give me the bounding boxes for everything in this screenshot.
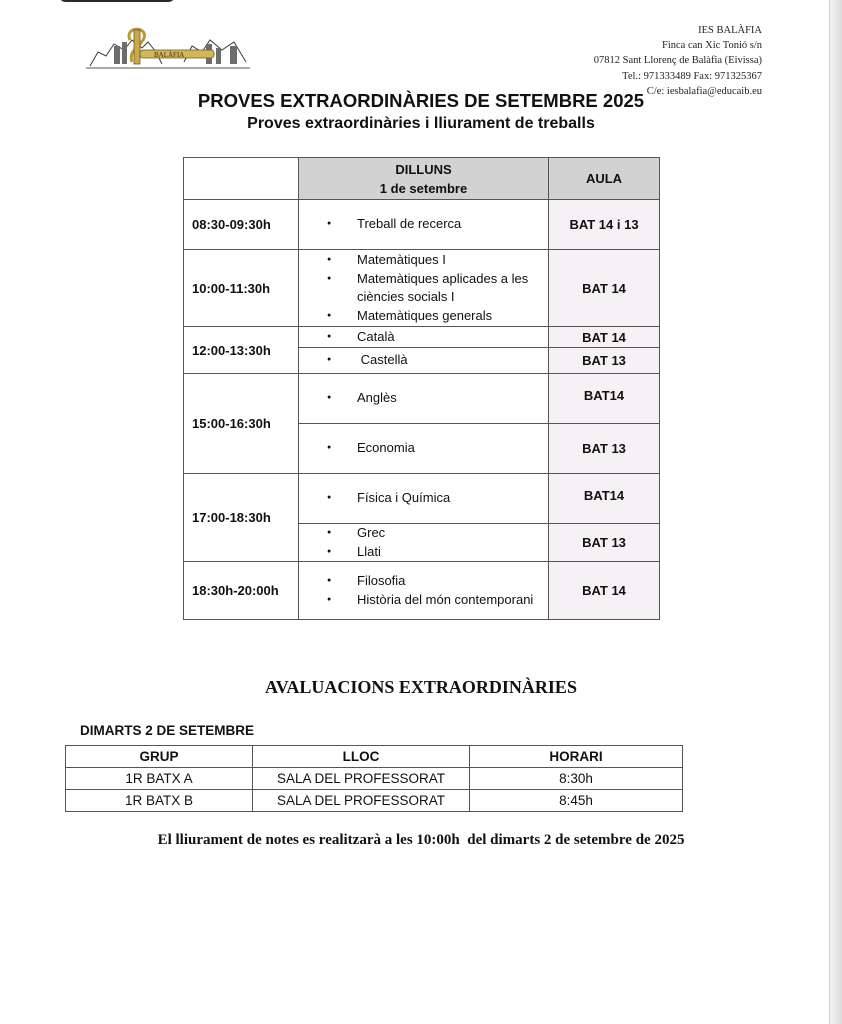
column-header-time: HORARI bbox=[470, 746, 683, 768]
table-header-room: AULA bbox=[549, 158, 660, 200]
evaluations-table bbox=[65, 745, 683, 812]
slot-room: BAT 14 bbox=[549, 327, 660, 348]
subject-item: ● Matemàtiques aplicades a les ciències socials I bbox=[327, 270, 548, 307]
slot-time: 15:00-16:30h bbox=[184, 374, 299, 474]
subject-item: ● Català bbox=[327, 328, 548, 347]
slot-room: BAT 13 bbox=[549, 524, 660, 562]
school-phone: Tel.: 971333489 Fax: 971325367 bbox=[622, 70, 762, 82]
evaluations-day: DIMARTS 2 DE SETEMBRE bbox=[80, 723, 255, 738]
subject-item: ● Física i Química bbox=[327, 489, 548, 508]
subject-item: ● Filosofia bbox=[327, 572, 548, 591]
table-header-day bbox=[299, 158, 549, 200]
slot-time: 12:00-13:30h bbox=[184, 327, 299, 374]
subject-item: ● Grec bbox=[327, 524, 548, 543]
cell-time: 8:30h bbox=[470, 768, 683, 790]
cell-time: 8:45h bbox=[470, 790, 683, 812]
table-row bbox=[66, 768, 683, 790]
exam-schedule-table bbox=[183, 157, 660, 620]
grades-delivery-note: El lliurament de notes es realitzarà a les 10:00h del dimarts 2 de setembre de 2025 bbox=[157, 832, 685, 848]
page-subtitle: Proves extraordinàries i lliurament de treballs bbox=[247, 115, 595, 132]
table-row bbox=[184, 327, 660, 348]
slot-room: BAT 14 i 13 bbox=[549, 200, 660, 250]
table-header-blank bbox=[184, 158, 299, 200]
cell-place: SALA DEL PROFESSORAT bbox=[253, 790, 470, 812]
slot-room: BAT 14 bbox=[549, 250, 660, 327]
slot-room: BAT 14 bbox=[549, 562, 660, 620]
table-row bbox=[184, 474, 660, 524]
school-address-block bbox=[594, 23, 762, 99]
subject-item: ● Matemàtiques generals bbox=[327, 307, 548, 326]
slot-time: 18:30h-20:00h bbox=[184, 562, 299, 620]
subject-item: ● Matemàtiques I bbox=[327, 251, 548, 270]
subject-item: ● Anglès bbox=[327, 389, 548, 408]
slot-subjects bbox=[299, 250, 549, 327]
slot-room: BAT14 bbox=[549, 374, 660, 424]
slot-time: 10:00-11:30h bbox=[184, 250, 299, 327]
cell-group: 1R BATX A bbox=[66, 768, 253, 790]
table-header-row bbox=[66, 746, 683, 768]
scrollbar[interactable] bbox=[829, 0, 842, 1024]
slot-subjects bbox=[299, 562, 549, 620]
logo-lettering: BALÀFIA bbox=[154, 51, 185, 59]
subject-item: ● Economia bbox=[327, 439, 548, 458]
slot-subjects bbox=[299, 327, 549, 348]
table-row bbox=[184, 250, 660, 327]
subject-item: ● Treball de recerca bbox=[327, 215, 548, 234]
column-header-place: LLOC bbox=[253, 746, 470, 768]
window-tab-edge bbox=[58, 0, 176, 2]
table-row bbox=[184, 374, 660, 424]
evaluations-title: AVALUACIONS EXTRAORDINÀRIES bbox=[265, 677, 577, 697]
school-logo bbox=[84, 22, 252, 74]
page-title: PROVES EXTRAORDINÀRIES DE SETEMBRE 2025 bbox=[197, 90, 645, 111]
slot-time: 17:00-18:30h bbox=[184, 474, 299, 562]
slot-subjects bbox=[299, 474, 549, 524]
subject-item: ● Castellà bbox=[327, 351, 548, 370]
slot-time: 08:30-09:30h bbox=[184, 200, 299, 250]
day-date: 1 de setembre bbox=[379, 180, 468, 196]
cell-group: 1R BATX B bbox=[66, 790, 253, 812]
column-header-group: GRUP bbox=[66, 746, 253, 768]
school-email: C/e: iesbalafia@educaib.eu bbox=[646, 85, 762, 97]
subject-item: ● Història del món contemporani bbox=[327, 591, 548, 610]
day-name: DILLUNS bbox=[395, 161, 452, 177]
slot-room: BAT14 bbox=[549, 474, 660, 524]
table-row bbox=[184, 562, 660, 620]
school-address-line: Finca can Xic Tonió s/n bbox=[662, 40, 762, 52]
school-address-line: 07812 Sant Llorenç de Balàfia (Eivissa) bbox=[593, 55, 762, 67]
subject-item: ● Llati bbox=[327, 543, 548, 562]
slot-room: BAT 13 bbox=[549, 424, 660, 474]
slot-room: BAT 13 bbox=[549, 348, 660, 374]
slot-subjects bbox=[299, 374, 549, 424]
slot-subjects bbox=[299, 200, 549, 250]
cell-place: SALA DEL PROFESSORAT bbox=[253, 768, 470, 790]
table-row bbox=[184, 200, 660, 250]
table-row bbox=[66, 790, 683, 812]
school-name: IES BALÀFIA bbox=[698, 25, 762, 36]
slot-subjects bbox=[299, 424, 549, 474]
slot-subjects bbox=[299, 524, 549, 562]
slot-subjects bbox=[299, 348, 549, 374]
